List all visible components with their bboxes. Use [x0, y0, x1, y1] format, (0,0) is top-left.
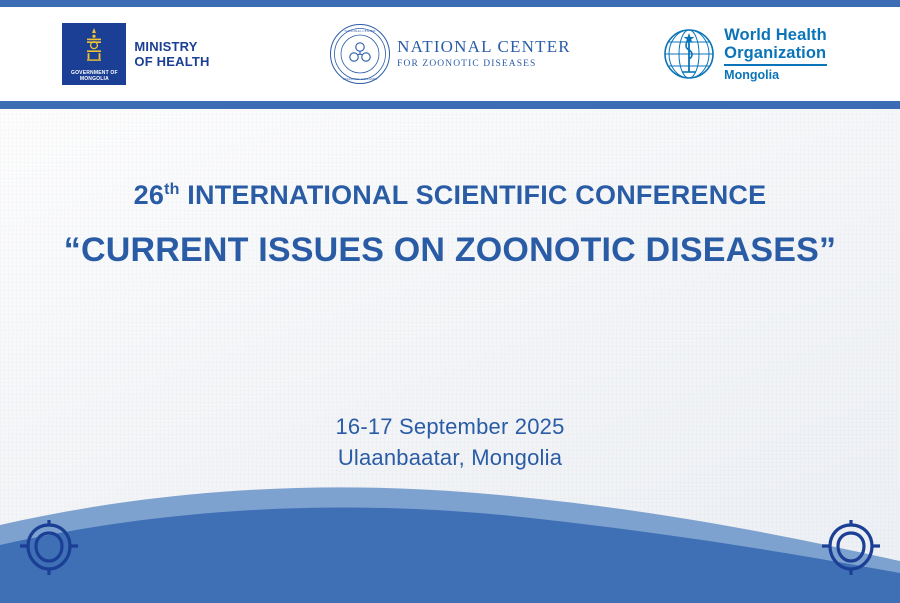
conference-theme: “CURRENT ISSUES ON ZOONOTIC DISEASES”: [63, 231, 837, 269]
gov-tag-line1: GOVERNMENT OF: [71, 70, 118, 76]
ulzii-knot-ornament-left: [18, 519, 80, 577]
ministry-of-health-logo-slot: [0, 7, 300, 101]
ministry-of-health-text: [134, 39, 209, 69]
national-center-seal-icon: [329, 23, 391, 85]
national-center-logo-slot: [300, 7, 600, 101]
ministry-of-health-logo: [62, 23, 209, 85]
national-center-logo: [329, 23, 571, 85]
who-divider: [724, 64, 827, 66]
national-center-text: [397, 38, 571, 69]
who-country-label: Mongolia: [724, 68, 780, 82]
header-bottom-bar: [0, 101, 900, 109]
slide-body: [0, 109, 900, 603]
ministry-label-line1: MINISTRY: [134, 39, 198, 54]
who-logo: [663, 26, 827, 82]
conference-heading-text: INTERNATIONAL SCIENTIFIC CONFERENCE: [179, 180, 767, 210]
gov-tag-line2: MONGOLIA: [79, 76, 109, 82]
ulzii-knot-ornament-right: [820, 519, 882, 577]
who-wordmark: [724, 26, 827, 82]
national-center-subtitle: FOR ZOONOTIC DISEASES: [397, 59, 537, 70]
who-logo-slot: [600, 7, 900, 101]
who-line1: World Health: [724, 26, 827, 44]
soyombo-icon: [83, 27, 105, 61]
logo-header: [0, 7, 900, 101]
title-block: [0, 179, 900, 273]
who-emblem-icon: [663, 28, 715, 80]
national-center-title: NATIONAL CENTER: [397, 37, 571, 57]
ministry-label-line2: OF HEALTH: [134, 54, 210, 69]
bottom-wave-banner: [0, 453, 900, 603]
conference-number: 26: [133, 180, 165, 210]
svg-text:NATIONAL CENTER: NATIONAL CENTER: [344, 29, 376, 33]
top-accent-bar: [0, 0, 900, 7]
who-line2: Organization: [724, 44, 827, 62]
conference-heading: [0, 179, 900, 211]
svg-text:ZOONOTIC DISEASES: ZOONOTIC DISEASES: [343, 77, 378, 81]
conference-ordinal: th: [164, 181, 180, 198]
event-date: 16-17 September 2025: [335, 414, 565, 439]
government-tag: [62, 70, 126, 82]
event-location: Ulaanbaatar, Mongolia: [337, 445, 563, 470]
mongolia-soyombo-emblem: [62, 23, 126, 85]
